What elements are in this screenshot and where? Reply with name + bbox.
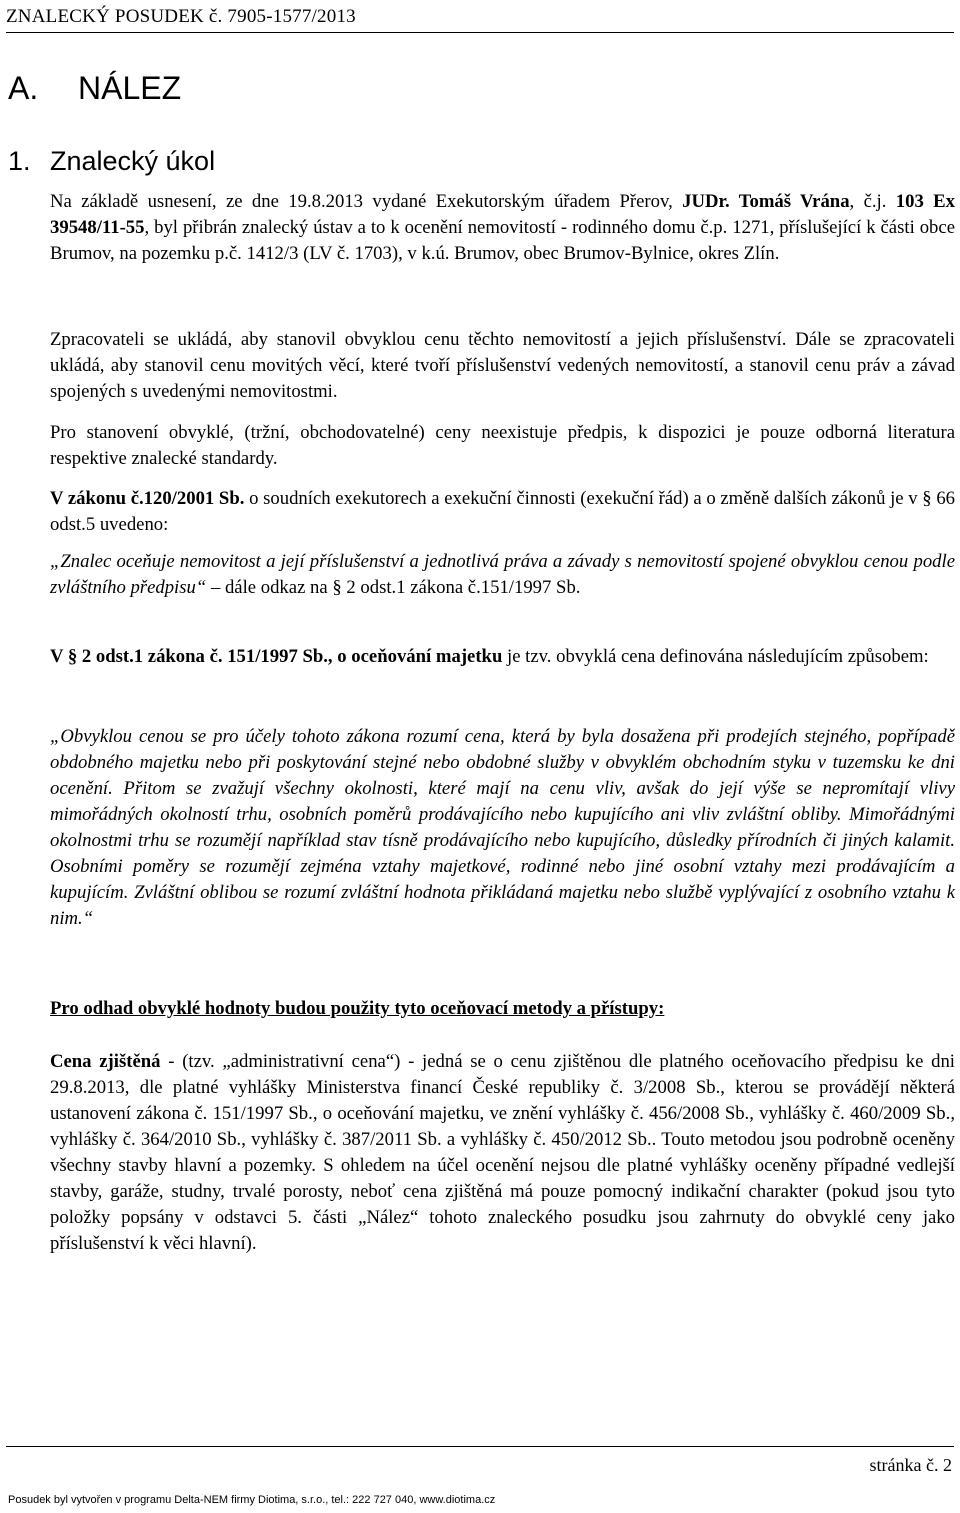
p8-term: Cena zjištěná <box>50 1051 161 1072</box>
p6-law: V § 2 odst.1 zákona č. 151/1997 Sb., o oceňování majetku <box>50 646 503 667</box>
paragraph-task <box>50 189 955 267</box>
p1-text-3: , byl přibrán znalecký ústav a to k ocenění nemovitostí - rodinného domu č.p. 1271, příslušející k části obce Brumov, na pozemku p.č. 1412/3 (LV č. 1703), v k.ú. Brumov, obec Brumov-Bylnice, okres Zlín. <box>50 217 955 264</box>
p4-text: o soudních exekutorech a exekuční činnosti (exekuční řád) a o změně dalších zákonů je v § 66 odst.5 uvedeno: <box>50 488 956 535</box>
p1-case-number: 103 Ex 39548/11-55 <box>50 191 955 238</box>
paragraph-standards <box>50 420 955 472</box>
section-title: NÁLEZ <box>78 70 182 106</box>
document-title: ZNALECKÝ POSUDEK č. 7905-1577/2013 <box>6 6 356 27</box>
paragraph-definition-intro <box>50 644 955 670</box>
subsection-heading <box>8 146 215 177</box>
p8-text: - (tzv. „administrativní cena“) - jedná se o cenu zjištěnou dle platného oceňovacího předpisu ke dni 29.8.2013, dle platné vyhlášky Ministerstva financí České republiky č. 3/2008 Sb., kterou se provádějí některá ustanovení zákona č. 151/1997 Sb., o oceňování majetku, ve znění vyhlášky č. 456/2008 Sb., vyhlášky č. 460/2009 Sb., vyhlášky č. 364/2010 Sb., vyhlášky č. 387/2011 Sb. a vyhlášky č. 450/2012 Sb.. Touto metodou jsou podrobně oceněny všechny stavby hlavní a pozemky. S ohledem na účel ocenění nejsou dle platné vyhlášky oceněny případné vedlejší stavby, garáže, studny, trvalé porosty, neboť cena zjištěná má pouze pomocný indikační charakter (pokud jsou tyto položky popsány v odstavci 5. části „Nález“ tohoto znaleckého posudku jsou zahrnuty do obvyklé ceny jako příslušenství k věci hlavní). <box>50 1051 955 1254</box>
footer-note: Posudek byl vytvořen v programu Delta-NEM firmy Diotima, s.r.o., tel.: 222 727 040, www.diotima.cz <box>8 1494 496 1506</box>
section-number: A. <box>8 70 39 106</box>
p1-text-1: Na základě usnesení, ze dne 19.8.2013 vydané Exekutorským úřadem Přerov, <box>50 191 683 212</box>
paragraph-quote-definition <box>50 724 955 932</box>
p5-quote: „Znalec oceňuje nemovitost a její příslušenství a jednotlivá práva a závady s nemovitostí spojené obvyklou cenou podle zvláštního předpisu“ <box>50 551 955 598</box>
footer-divider <box>6 1446 954 1447</box>
paragraph-determined-price <box>50 1049 955 1257</box>
p2-text: Zpracovateli se ukládá, aby stanovil obvyklou cenu těchto nemovitostí a jejich příslušenství. Dále se zpracovateli ukládá, aby stanovil cenu movitých věcí, které tvoří příslušenství vedených nemovitostí, a stanovil cenu práv a závad spojených s uvedenými nemovitostmi. <box>50 329 955 402</box>
p5-text: – dále odkaz na § 2 odst.1 zákona č.151/1997 Sb. <box>206 577 581 598</box>
paragraph-assignment <box>50 327 955 405</box>
paragraph-quote-1 <box>50 549 955 601</box>
p1-executor: JUDr. Tomáš Vrána <box>682 191 850 212</box>
p7-quote: „Obvyklou cenou se pro účely tohoto zákona rozumí cena, která by byla dosažena při prodejích stejného, popřípadě obdobného majetku nebo při poskytování stejné nebo obdobné služby v obvyklém obchodním styku v tuzemsku ke dni ocenění. Přitom se zvažují všechny okolnosti, které mají na cenu vliv, avšak do její výše se nepromítají vlivy mimořádných okolností trhu, osobních poměrů prodávajícího nebo kupujícího ani vliv zvláštní obliby. Mimořádnými okolnostmi trhu se rozumějí například stav tísně prodávajícího nebo kupujícího, důsledky přírodních či jiných kalamit. Osobními poměry se rozumějí zejména vztahy majetkové, rodinné nebo jiné osobní vztahy mezi prodávajícím a kupujícím. Zvláštní oblibou se rozumí zvláštní hodnota přikládaná majetku nebo službě vyplývající z osobního vztahu k nim.“ <box>50 726 955 929</box>
methods-heading <box>50 996 955 1022</box>
p3-text: Pro stanovení obvyklé, (tržní, obchodovatelné) ceny neexistuje předpis, k dispozici je pouze odborná literatura respektive znalecké standardy. <box>50 422 955 469</box>
page-number: stránka č. 2 <box>869 1455 952 1475</box>
p4-law: V zákonu č.120/2001 Sb. <box>50 488 245 509</box>
p6-text: je tzv. obvyklá cena definována následujícím způsobem: <box>502 646 929 667</box>
methods-heading-text: Pro odhad obvyklé hodnoty budou použity tyto oceňovací metody a přístupy: <box>50 998 665 1019</box>
subsection-number: 1. <box>8 146 31 176</box>
p1-text-2: , č.j. <box>849 191 896 212</box>
section-heading <box>8 70 181 107</box>
page-header <box>6 2 954 33</box>
subsection-title: Znalecký úkol <box>50 146 216 176</box>
paragraph-law-reference <box>50 486 955 538</box>
